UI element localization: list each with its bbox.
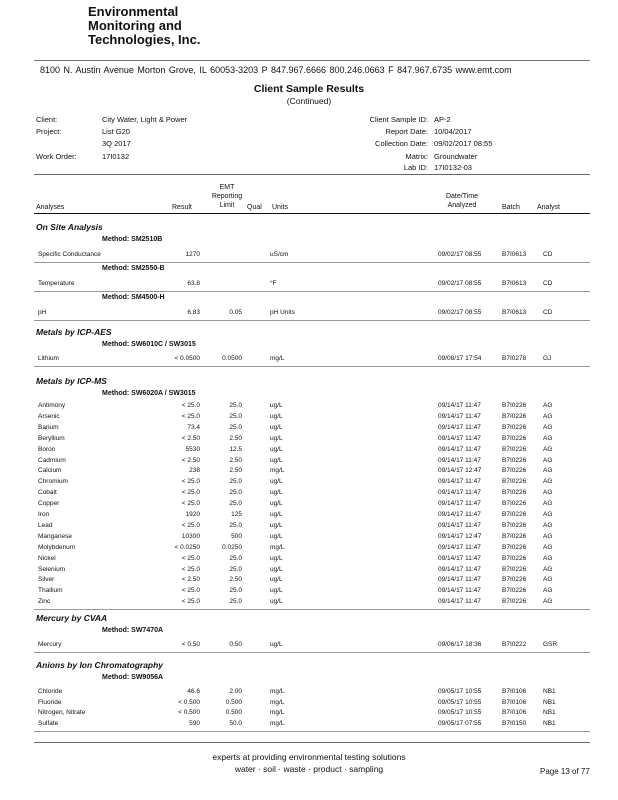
cell-analyst: AG [543, 598, 553, 606]
cell-result: 5530 [185, 445, 200, 453]
cell-batch: B7I0226 [502, 467, 527, 475]
cell-result: < 0.500 [178, 698, 200, 706]
cell-result: < 2.50 [181, 576, 200, 584]
section-separator [34, 320, 590, 321]
col-analyses: Analyses [36, 204, 65, 211]
cell-analyst: GJ [543, 355, 552, 362]
cell-analyte: Antimony [38, 402, 66, 409]
cell-analyst: AG [543, 565, 553, 573]
cell-analyzed: 09/02/17 08:55 [438, 309, 482, 316]
cell-units: °F [270, 280, 277, 287]
method-sm4500h: Method: SM4500-H [102, 294, 165, 301]
cell-analyzed: 09/02/17 08:55 [438, 251, 482, 258]
cell-analyst: AG [543, 434, 553, 442]
cell-units: mg/L [270, 355, 285, 362]
cell-batch: B7I0226 [502, 456, 527, 464]
project-label: Project: [36, 127, 62, 136]
cell-analyte: Chloride [38, 688, 63, 695]
cell-result: 590 [189, 719, 200, 727]
footer-tagline: experts at providing environmental testing solutions [212, 752, 406, 762]
section-anions: Anions by Ion Chromatography [36, 660, 164, 670]
cell-analyte: Lead [38, 521, 53, 529]
cell-analyte: Mercury [38, 641, 62, 648]
cell-limit: 25.0 [229, 521, 242, 529]
cell-analyzed: 09/05/17 10:55 [438, 688, 482, 695]
cell-analyte: Temperature [38, 280, 75, 287]
cell-limit: 25.0 [229, 423, 242, 431]
cell-result: < 25.0 [181, 521, 200, 529]
cell-batch: B7I0222 [502, 641, 527, 648]
cell-result: < 0.0500 [174, 355, 200, 362]
cell-units: mg/L [270, 688, 285, 695]
cell-limit: 0.50 [229, 641, 242, 648]
lab-id-value: 17I0132-03 [434, 163, 472, 172]
col-emt-limit [202, 183, 252, 210]
cell-analyst: AG [543, 423, 553, 431]
cell-analyte: Arsenic [38, 412, 60, 420]
cell-batch: B7I0106 [502, 688, 527, 695]
cell-limit: 25.0 [229, 554, 242, 562]
cell-batch: B7I0226 [502, 478, 527, 486]
cell-analyst: AG [543, 576, 553, 584]
cell-batch: B7I0106 [502, 709, 527, 716]
cell-limit: 2.50 [229, 434, 242, 442]
cell-limit: 50.0 [229, 719, 242, 727]
cell-analyst: NB1 [543, 688, 556, 695]
cell-analyte: Silver [38, 576, 55, 584]
page-number: Page 13 of 77 [540, 767, 590, 776]
col-date-line2: Analyzed [447, 202, 477, 209]
method-sm2510b: Method: SM2510B [102, 236, 163, 243]
section-onsite: On Site Analysis [36, 222, 103, 232]
cell-limit: 0.0500 [222, 355, 242, 362]
cell-batch: B7I0106 [502, 698, 527, 706]
cell-result: 238 [189, 467, 200, 475]
cell-units: ug/L [270, 456, 283, 464]
method-sw6020a: Method: SW6020A / SW3015 [102, 390, 196, 397]
section-separator [34, 652, 590, 653]
cell-units: ug/L [270, 587, 283, 595]
cell-analyzed: 09/14/17 11:47 [438, 445, 481, 453]
cell-analyst: AG [543, 456, 553, 464]
project-value-2: 3Q 2017 [102, 139, 131, 148]
cell-analyte: Thallium [38, 587, 63, 595]
cell-analyzed: 09/14/17 11:47 [438, 434, 481, 442]
section-separator [34, 262, 590, 263]
cell-analyst: GSR [543, 641, 558, 648]
cell-limit: 25.0 [229, 598, 242, 606]
cell-batch: B7I0278 [502, 355, 527, 362]
cell-analyte: Lithium [38, 355, 59, 362]
cell-limit: 125 [231, 511, 242, 518]
lab-id-label: Lab ID: [403, 163, 428, 172]
cell-result: < 25.0 [181, 402, 200, 409]
cell-limit: 25.0 [229, 500, 242, 508]
cell-units: ug/L [270, 554, 283, 562]
section-separator [34, 291, 590, 292]
col-result: Result [172, 204, 192, 211]
method-sw6010c: Method: SW6010C / SW3015 [102, 341, 196, 348]
client-label: Client: [36, 115, 58, 124]
cell-analyte: Nitrogen, Nitrate [38, 709, 86, 716]
cell-batch: B7I0226 [502, 598, 527, 606]
cell-analyst: AG [543, 402, 553, 409]
cell-units: ug/L [270, 598, 283, 606]
cell-result: < 25.0 [181, 478, 200, 486]
cell-limit: 2.50 [229, 576, 242, 584]
cell-limit: 25.0 [229, 489, 242, 497]
col-emt-line2: Reporting [211, 193, 243, 200]
cell-analyzed: 09/14/17 12:47 [438, 532, 482, 540]
cell-analyzed: 09/14/17 11:47 [438, 521, 481, 529]
cell-result: < 25.0 [181, 500, 200, 508]
cell-analyte: Zinc [38, 598, 51, 606]
cell-analyzed: 09/08/17 17:54 [438, 355, 482, 362]
cell-units: ug/L [270, 445, 283, 453]
method-sm2550b: Method: SM2550-B [102, 265, 165, 272]
collection-date-label: Collection Date: [375, 139, 428, 148]
cell-units: ug/L [270, 489, 283, 497]
cell-analyst: AG [543, 489, 553, 497]
col-emt-line1: EMT [219, 184, 235, 191]
cell-analyst: AG [543, 478, 553, 486]
cell-analyte: Boron [38, 445, 56, 453]
cell-units: mg/L [270, 467, 285, 475]
cell-batch: B7I0226 [502, 521, 527, 529]
page-subtitle: (Continued) [286, 96, 332, 106]
cell-analyte: Nickel [38, 554, 56, 562]
cell-analyst: NB1 [543, 698, 556, 706]
cell-result: 46.6 [187, 688, 200, 695]
cell-limit: 25.0 [229, 478, 242, 486]
cell-analyst: AG [543, 532, 553, 540]
cell-analyst: AG [543, 467, 553, 475]
footer-divider [34, 742, 590, 743]
cell-limit: 2.00 [229, 688, 242, 695]
cell-batch: B7I0613 [502, 251, 527, 258]
cell-analyst: NB1 [543, 709, 556, 716]
cell-analyst: AG [543, 587, 553, 595]
header-divider [34, 60, 590, 61]
cell-analyst: CD [543, 251, 553, 258]
cell-units: mg/L [270, 698, 285, 706]
cell-batch: B7I0226 [502, 565, 527, 573]
cell-batch: B7I0226 [502, 434, 527, 442]
cell-analyst: NB1 [543, 719, 556, 727]
cell-limit: 0.0250 [222, 543, 242, 551]
col-qual: Qual [247, 204, 262, 211]
cell-batch: B7I0226 [502, 500, 527, 508]
cell-analyzed: 09/14/17 11:47 [438, 412, 481, 420]
cell-analyte: Cobalt [38, 489, 57, 497]
cell-analyzed: 09/14/17 11:47 [438, 478, 481, 486]
cell-analyst: AG [543, 521, 553, 529]
cell-result: < 0.500 [178, 709, 200, 716]
cell-limit: 25.0 [229, 412, 242, 420]
cell-units: ug/L [270, 478, 283, 486]
col-analyst: Analyst [537, 204, 560, 211]
report-date-value: 10/04/2017 [434, 127, 472, 136]
section-separator [34, 731, 590, 732]
cell-limit: 25.0 [229, 402, 242, 409]
work-order-label: Work Order: [36, 152, 77, 161]
cell-batch: B7I0226 [502, 423, 527, 431]
cell-analyzed: 09/14/17 11:47 [438, 543, 481, 551]
cell-analyzed: 09/14/17 11:47 [438, 500, 481, 508]
cell-batch: B7I0226 [502, 445, 527, 453]
collection-date-value: 09/02/2017 08:55 [434, 139, 493, 148]
cell-analyzed: 09/05/17 10:55 [438, 698, 482, 706]
section-cvaa: Mercury by CVAA [36, 613, 108, 623]
sample-id-label: Client Sample ID: [369, 115, 428, 124]
cell-result: < 0.50 [181, 641, 200, 648]
cell-units: ug/L [270, 402, 283, 409]
report-date-label: Report Date: [385, 127, 428, 136]
cell-batch: B7I0613 [502, 280, 527, 287]
cell-result: < 0.0250 [174, 543, 200, 551]
cell-analyte: Manganese [38, 532, 72, 540]
cell-analyte: Chromium [38, 478, 68, 486]
footer-services: water · soil · waste · product · sampling [234, 764, 384, 774]
work-order-value: 17I0132 [102, 152, 130, 161]
cell-batch: B7I0226 [502, 543, 527, 551]
cell-analyzed: 09/14/17 11:47 [438, 489, 481, 497]
cell-analyzed: 09/14/17 11:47 [438, 576, 481, 584]
info-divider [34, 174, 590, 175]
cell-result: < 25.0 [181, 565, 200, 573]
cell-batch: B7I0613 [502, 309, 527, 316]
cell-analyte: Selenium [38, 565, 66, 573]
cell-batch: B7I0226 [502, 554, 527, 562]
cell-analyst: AG [543, 554, 553, 562]
cell-units: ug/L [270, 423, 283, 431]
cell-analyzed: 09/14/17 11:47 [438, 456, 481, 464]
cell-result: 73.4 [187, 423, 200, 431]
cell-result: < 25.0 [181, 412, 200, 420]
client-value: City Water, Light & Power [102, 115, 188, 124]
cell-batch: B7I0226 [502, 511, 527, 518]
cell-units: ug/L [270, 412, 283, 420]
cell-analyzed: 09/06/17 18:36 [438, 641, 482, 648]
cell-limit: 25.0 [229, 565, 242, 573]
cell-units: mg/L [270, 543, 285, 551]
col-date-line1: Date/Time [445, 193, 479, 200]
cell-units: mg/L [270, 709, 285, 716]
cell-units: pH Units [270, 309, 295, 316]
cell-analyzed: 09/14/17 11:47 [438, 598, 481, 606]
cell-analyzed: 09/14/17 11:47 [438, 423, 481, 431]
cell-units: ug/L [270, 511, 283, 518]
cell-result: 1270 [185, 251, 200, 258]
cell-result: < 25.0 [181, 489, 200, 497]
cell-analyst: AG [543, 500, 553, 508]
cell-units: ug/L [270, 565, 283, 573]
page-title: Client Sample Results [253, 83, 365, 95]
cell-analyzed: 09/05/17 10:55 [438, 709, 482, 716]
cell-analyzed: 09/14/17 11:47 [438, 565, 481, 573]
cell-limit: 2.50 [229, 467, 242, 475]
cell-result: < 25.0 [181, 587, 200, 595]
cell-analyst: AG [543, 543, 553, 551]
method-sw7470a: Method: SW7470A [102, 627, 164, 634]
cell-limit: 12.5 [229, 445, 242, 453]
col-batch: Batch [502, 204, 520, 211]
cell-result: < 2.50 [181, 434, 200, 442]
cell-batch: B7I0226 [502, 402, 527, 409]
cell-batch: B7I0226 [502, 576, 527, 584]
cell-analyte: Calcium [38, 467, 62, 475]
cell-analyzed: 09/14/17 11:47 [438, 587, 481, 595]
cell-analyte: Iron [38, 511, 50, 518]
cell-units: uS/cm [270, 251, 289, 258]
cell-analyzed: 09/14/17 11:47 [438, 554, 481, 562]
company-name [88, 5, 200, 47]
cell-analyte: Sulfate [38, 719, 59, 727]
matrix-label: Matrix: [405, 152, 428, 161]
cell-limit: 0.500 [225, 709, 242, 716]
cell-batch: B7I0226 [502, 532, 527, 540]
section-separator [34, 366, 590, 367]
cell-result: < 25.0 [181, 598, 200, 606]
cell-result: 63.8 [187, 280, 200, 287]
section-separator [34, 609, 590, 610]
cell-batch: B7I0150 [502, 719, 527, 727]
method-sw9056a: Method: SW9056A [102, 674, 164, 681]
cell-analyte: pH [38, 309, 47, 316]
cell-units: ug/L [270, 641, 283, 648]
cell-analyzed: 09/14/17 12:47 [438, 467, 482, 475]
cell-limit: 25.0 [229, 587, 242, 595]
cell-analyte: Beryllium [38, 434, 65, 442]
cell-limit: 2.50 [229, 456, 242, 464]
cell-limit: 500 [231, 532, 242, 540]
cell-limit: 0.500 [225, 698, 242, 706]
company-address: 8100 N. Austin Avenue Morton Grove, IL 60053-3203 P 847.967.6666 800.246.0663 F 847.967.6735 www.emt.com [40, 65, 512, 75]
cell-units: ug/L [270, 434, 283, 442]
header-rule [34, 213, 590, 214]
cell-analyzed: 09/14/17 11:47 [438, 511, 481, 518]
company-name-line-3: Technologies, Inc. [88, 32, 201, 47]
cell-limit: 0.05 [229, 309, 242, 316]
matrix-value: Groundwater [434, 152, 478, 161]
cell-result: 1920 [185, 511, 200, 518]
company-name-line-1: Environmental [88, 4, 179, 19]
cell-batch: B7I0226 [502, 412, 527, 420]
cell-batch: B7I0226 [502, 587, 527, 595]
cell-analyte: Fluoride [38, 698, 62, 706]
company-name-line-2: Monitoring and [88, 18, 182, 33]
cell-analyst: CD [543, 280, 553, 287]
cell-analyte: Specific Conductance [38, 251, 101, 258]
cell-result: 10300 [181, 532, 200, 540]
cell-units: ug/L [270, 532, 283, 540]
cell-analyte: Barium [38, 423, 59, 431]
cell-batch: B7I0226 [502, 489, 527, 497]
cell-result: 6.83 [187, 309, 200, 316]
cell-analyst: AG [543, 445, 553, 453]
sample-id-value: AP-2 [434, 115, 451, 124]
cell-units: ug/L [270, 500, 283, 508]
cell-units: ug/L [270, 576, 283, 584]
cell-result: < 2.50 [181, 456, 200, 464]
col-analyzed [432, 192, 492, 210]
cell-units: ug/L [270, 521, 283, 529]
cell-analyst: AG [543, 412, 553, 420]
cell-analyst: AG [543, 511, 553, 518]
cell-analyzed: 09/05/17 07:55 [438, 719, 482, 727]
cell-result: < 25.0 [181, 554, 200, 562]
section-icp-ms: Metals by ICP-MS [36, 376, 107, 386]
col-emt-line3: Limit [219, 202, 235, 209]
cell-analyst: CD [543, 309, 553, 316]
cell-analyte: Copper [38, 500, 60, 508]
col-units: Units [272, 204, 288, 211]
cell-analyzed: 09/02/17 08:55 [438, 280, 482, 287]
cell-analyzed: 09/14/17 11:47 [438, 402, 481, 409]
section-icp-aes: Metals by ICP-AES [36, 327, 112, 337]
project-value-1: List G20 [102, 127, 130, 136]
cell-analyte: Molybdenum [38, 543, 76, 551]
cell-units: mg/L [270, 719, 285, 727]
cell-analyte: Cadmium [38, 456, 66, 464]
